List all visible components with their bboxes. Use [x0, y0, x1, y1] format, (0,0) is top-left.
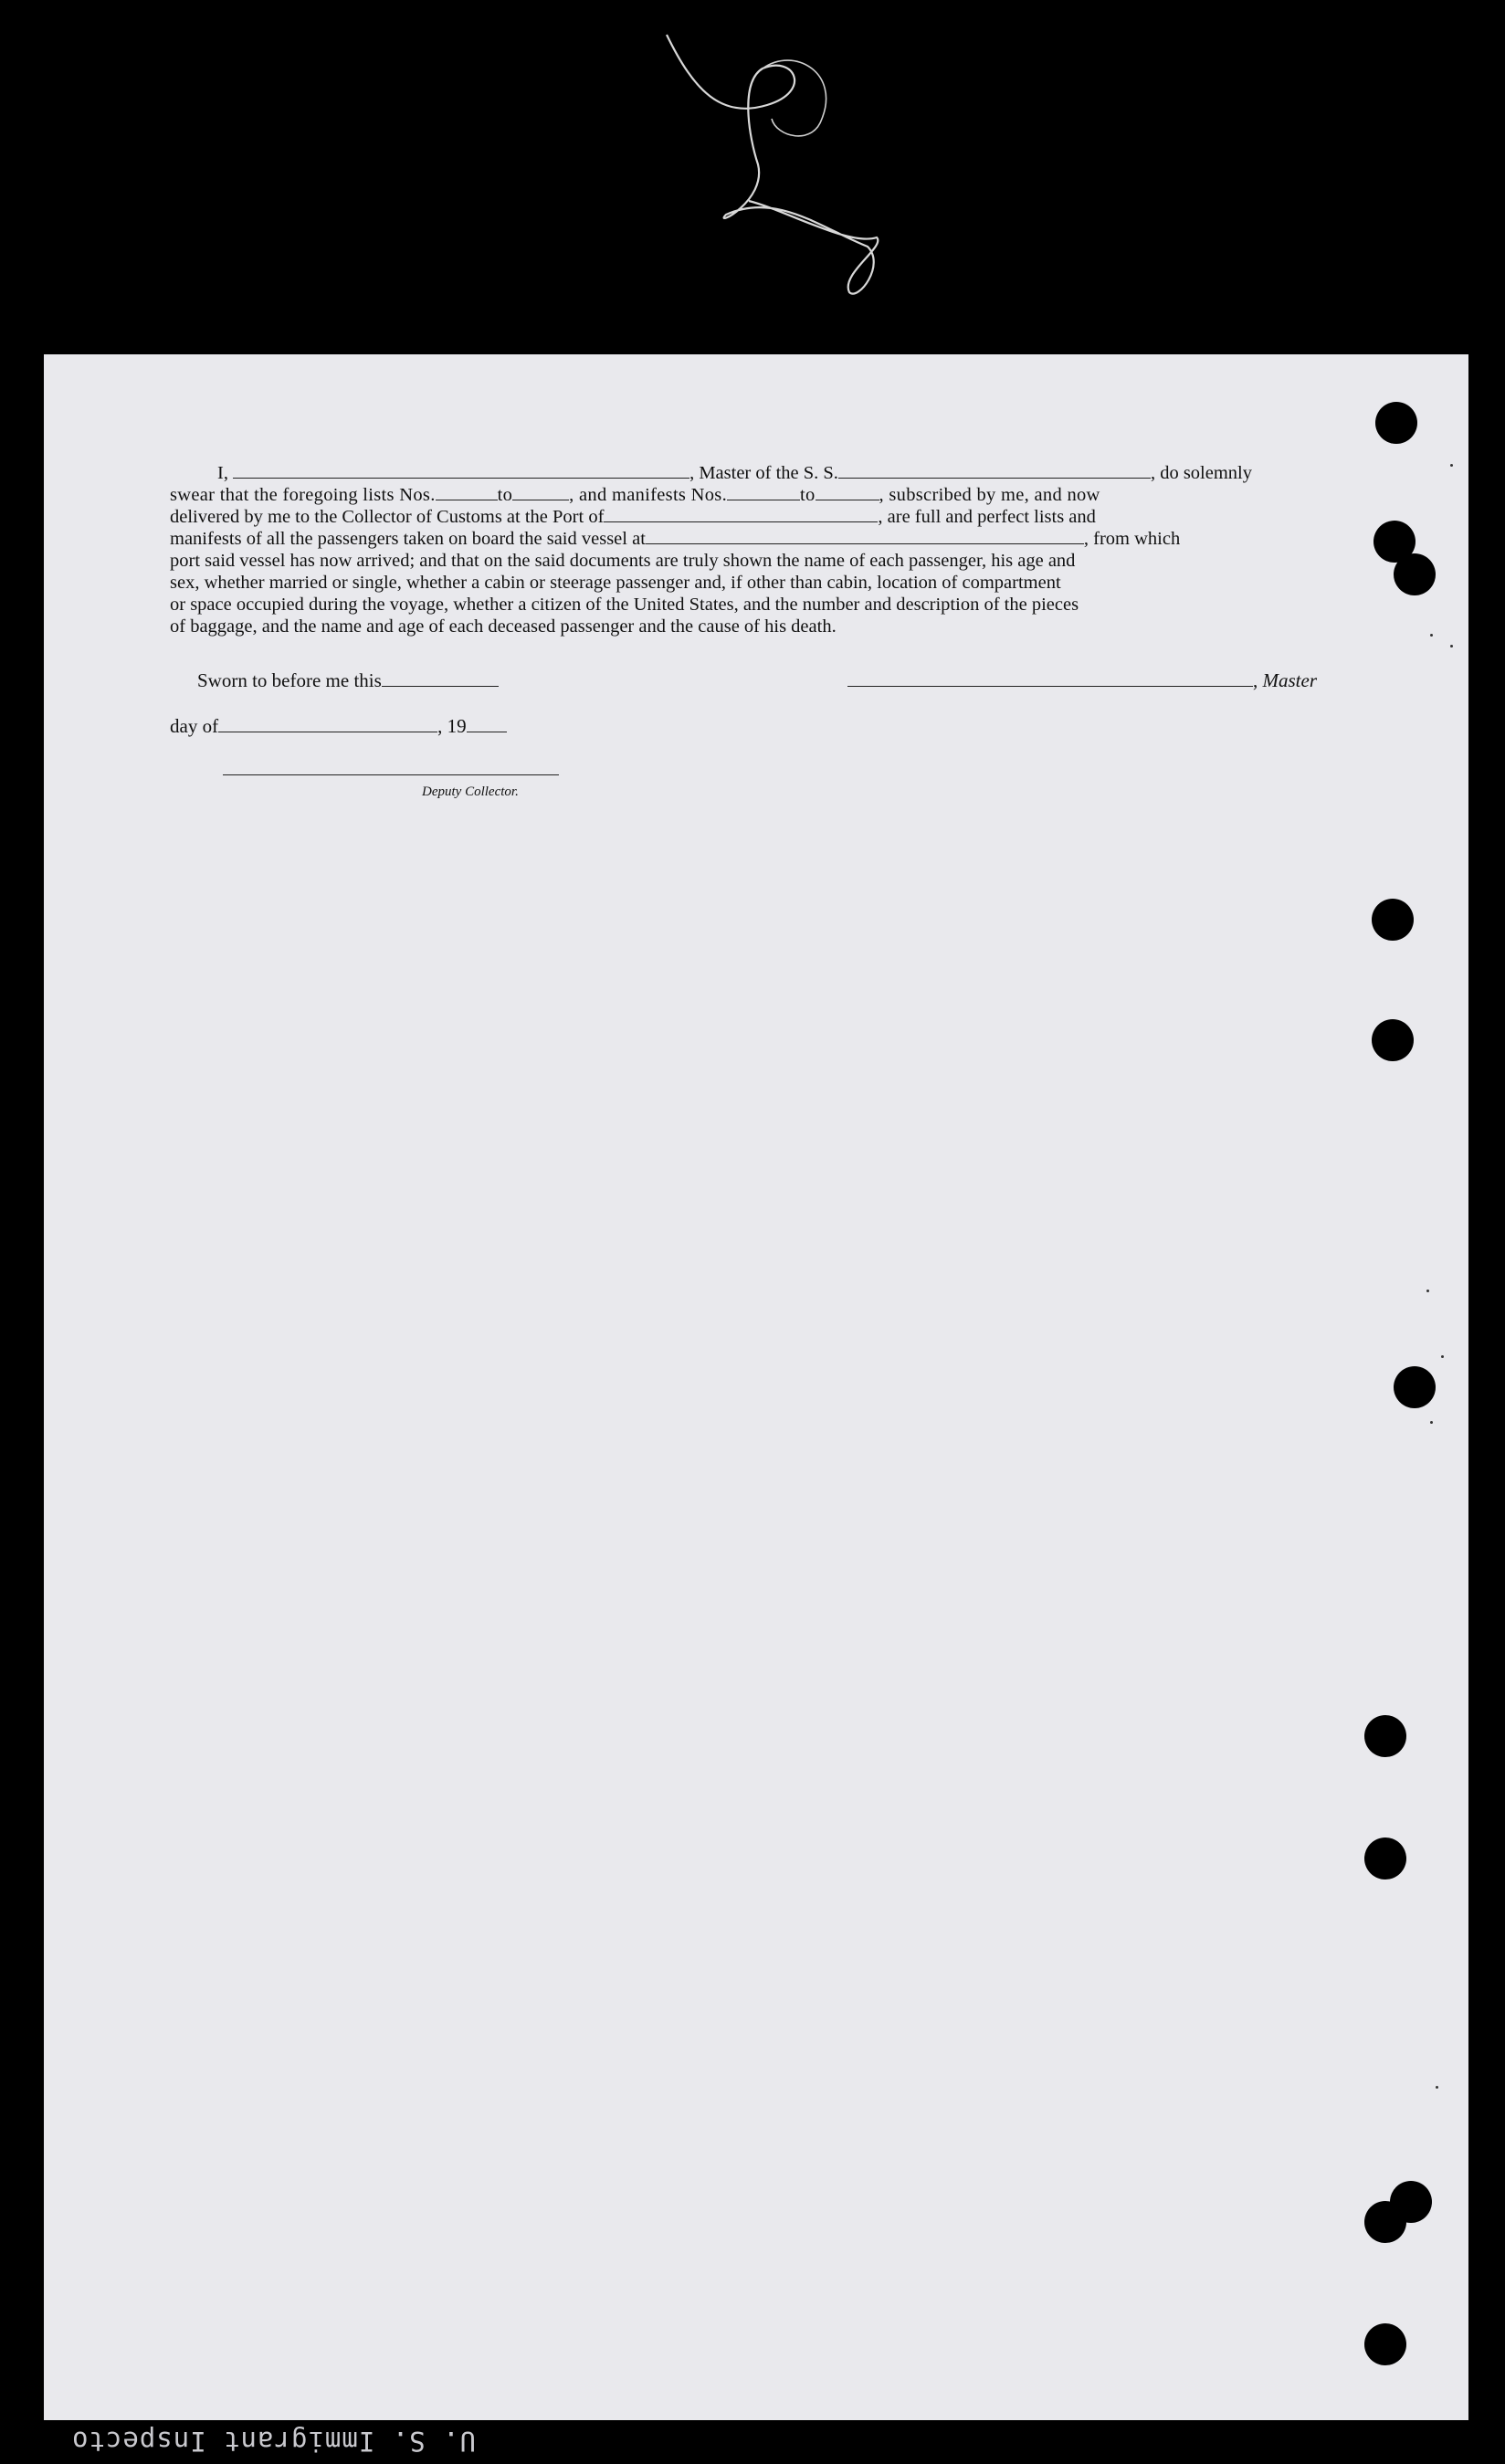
oath-text: , Master of the S. S. — [689, 463, 838, 483]
oath-text: to — [497, 485, 513, 505]
oath-line — [170, 484, 1341, 506]
speck — [1450, 464, 1453, 467]
speck — [1441, 1355, 1444, 1358]
year-prefix: , 19 — [437, 715, 467, 737]
punch-hole — [1394, 553, 1436, 595]
master-signature-line — [847, 671, 1253, 687]
day-row — [170, 715, 507, 738]
oath-line — [170, 528, 1341, 550]
speck — [1426, 1290, 1429, 1292]
deputy-collector-label: Deputy Collector. — [422, 784, 519, 799]
oath-paragraph — [170, 462, 1341, 637]
speck — [1436, 2086, 1438, 2089]
year-blank — [467, 717, 507, 732]
oath-text: , from which — [1083, 529, 1181, 549]
oath-line — [170, 462, 1341, 484]
oath-text: , subscribed by me, and now — [879, 485, 1100, 505]
punch-hole — [1364, 2323, 1406, 2365]
oath-text: , and manifests Nos. — [569, 485, 727, 505]
oath-line: of baggage, and the name and age of each deceased passenger and the cause of his death. — [170, 616, 837, 637]
oath-text: I, — [217, 463, 228, 483]
faded-stamp: U. S. Immigrant Inspecto — [71, 2426, 477, 2457]
form-sheet — [44, 354, 1468, 2457]
oath-line: or space occupied during the voyage, whether a citizen of the United States, and the number and description of the pieces — [170, 595, 1079, 615]
punch-hole — [1364, 2201, 1406, 2243]
punch-hole — [1372, 899, 1414, 941]
master-label: Master — [1262, 669, 1317, 691]
sworn-row — [197, 669, 499, 692]
punch-hole — [1364, 1837, 1406, 1880]
oath-text: swear that the foregoing lists Nos. — [170, 485, 436, 505]
oath-text: manifests of all the passengers taken on board the said vessel at — [170, 529, 646, 549]
thread-image — [639, 18, 931, 320]
oath-line: sex, whether married or single, whether a cabin or steerage passenger and, if other than cabin, location of compartment — [170, 573, 1061, 593]
speck — [1430, 634, 1433, 637]
punch-hole — [1372, 1019, 1414, 1061]
speck — [1430, 1421, 1433, 1424]
punch-hole — [1375, 402, 1417, 444]
day-blank — [218, 717, 437, 732]
day-of-text: day of — [170, 715, 219, 737]
speck — [1450, 645, 1453, 648]
oath-text: to — [800, 485, 816, 505]
punch-hole — [1364, 1715, 1406, 1757]
deputy-signature-line — [223, 774, 559, 775]
oath-text: , are full and perfect lists and — [878, 507, 1096, 527]
oath-line: port said vessel has now arrived; and that on the said documents are truly shown the name of each passenger, his age and — [170, 551, 1076, 571]
punch-hole — [1394, 1366, 1436, 1408]
master-signature-row: , Master — [847, 669, 1317, 692]
oath-text: delivered by me to the Collector of Customs at the Port of — [170, 507, 605, 527]
sworn-text: Sworn to before me this — [197, 669, 382, 691]
oath-line — [170, 506, 1341, 528]
oath-text: , do solemnly — [1150, 463, 1252, 483]
sworn-blank — [382, 671, 499, 687]
